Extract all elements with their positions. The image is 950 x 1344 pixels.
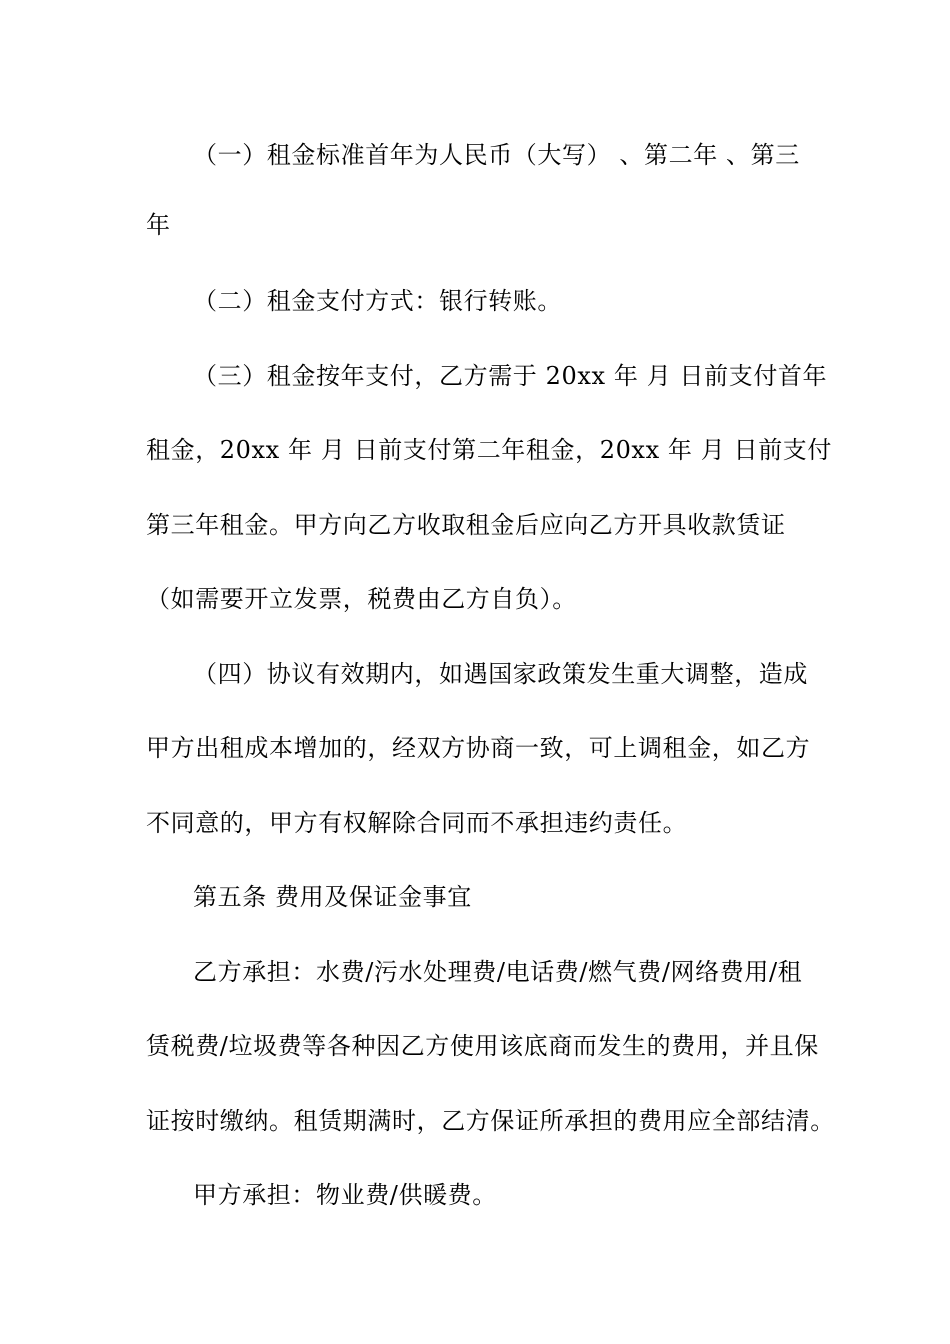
paragraph-1-line-2: 年 bbox=[146, 211, 171, 239]
paragraph-3-line-2: 租金，20xx 年 月 日前支付第二年租金，20xx 年 月 日前支付 bbox=[146, 436, 832, 464]
paragraph-4-line-3: 不同意的，甲方有权解除合同而不承担违约责任。 bbox=[146, 809, 688, 837]
paragraph-4-line-1: （四）协议有效期内，如遇国家政策发生重大调整，造成 bbox=[193, 660, 808, 688]
paragraph-7-line-1: 甲方承担：物业费/供暖费。 bbox=[193, 1181, 497, 1209]
paragraph-6-line-2: 赁税费/垃圾费等各种因乙方使用该底商而发生的费用，并且保 bbox=[146, 1032, 819, 1060]
paragraph-3-line-3: 第三年租金。甲方向乙方收取租金后应向乙方开具收款赁证 bbox=[146, 511, 786, 539]
paragraph-4-line-2: 甲方出租成本增加的，经双方协商一致，可上调租金，如乙方 bbox=[146, 734, 811, 762]
paragraph-6-line-1: 乙方承担：水费/污水处理费/电话费/燃气费/网络费用/租 bbox=[193, 958, 803, 986]
paragraph-6-line-3: 证按时缴纳。租赁期满时，乙方保证所承担的费用应全部结清。 bbox=[146, 1107, 835, 1135]
article-5-heading: 第五条 费用及保证金事宜 bbox=[193, 883, 472, 911]
paragraph-2-line-1: （二）租金支付方式：银行转账。 bbox=[193, 287, 562, 315]
paragraph-1-line-1: （一）租金标准首年为人民币（大写） 、第二年 、第三 bbox=[193, 141, 800, 169]
paragraph-3-line-1: （三）租金按年支付，乙方需于 20xx 年 月 日前支付首年 bbox=[193, 362, 828, 390]
paragraph-3-line-4: （如需要开立发票，税费由乙方自负）。 bbox=[146, 585, 577, 613]
